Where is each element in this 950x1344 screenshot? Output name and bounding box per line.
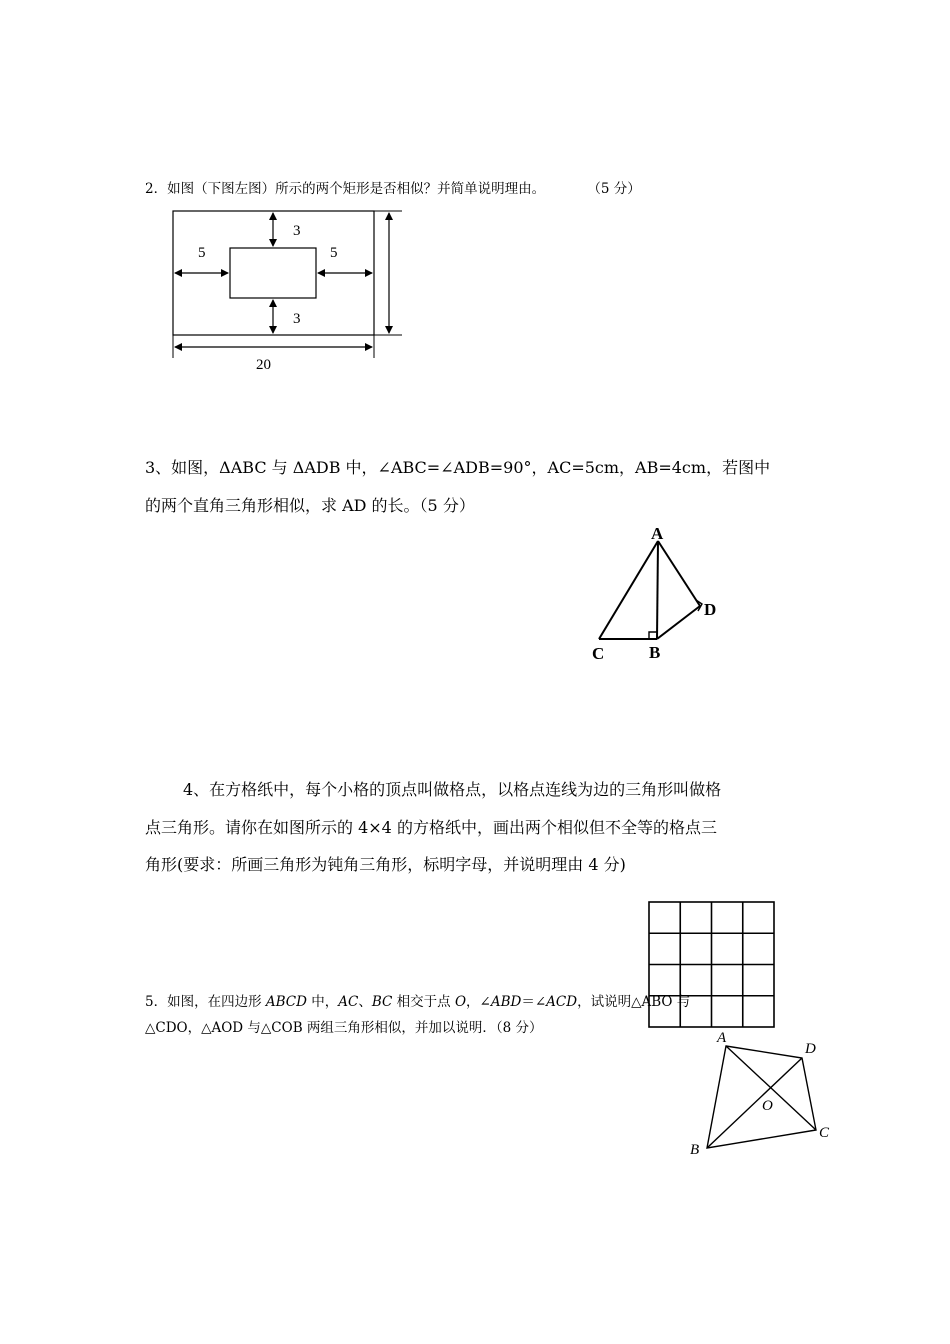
q2-text [145,177,641,197]
q4-line1: 4、在方格纸中，每个小格的顶点叫做格点，以格点连线为边的三角形叫做格 [183,780,722,799]
q3-triangle-figure [585,520,725,670]
label-bottom-gap: 3 [293,311,301,327]
q5-quadrilateral-figure [680,1020,840,1165]
vertex-d-label: D [704,600,717,619]
vertex-b-label: B [649,643,661,662]
vertex-b-label: B [690,1142,700,1158]
q4-grid-figure [645,898,779,1032]
q2-question: 2．如图（下图左图）所示的两个矩形是否相似？并简单说明理由。 [145,181,546,197]
vertex-a-label: A [651,524,664,543]
q2-rectangles-figure [160,200,420,380]
vertex-c-label: C [592,644,605,663]
vertex-a-label: A [717,1030,727,1046]
label-right-gap: 5 [330,245,338,261]
q2-score: （5 分） [587,181,641,197]
q3-line2: 的两个直角三角形相似，求 AD 的长。（5 分） [145,496,475,515]
label-top-gap: 3 [293,223,301,239]
label-width: 20 [256,357,271,373]
label-left-gap: 5 [198,245,206,261]
q3-line1: 3、如图，ΔABC 与 ΔADB 中，∠ABC=∠ADB=90°，AC=5cm，AB=4cm，若图中 [145,458,771,477]
vertex-d-label: D [805,1041,816,1057]
inner-rectangle [230,248,316,298]
vertex-c-label: C [819,1125,830,1141]
q5-line2: △CDO，△AOD 与△COB 两组三角形相似，并加以说明．（8 分） [145,1020,543,1036]
q5-line1: 5．如图，在四边形 ABCD 中，AC、BC 相交于点 O，∠ABD＝∠ACD，试说明△ABO 与 [145,994,691,1010]
q4-line3: 角形(要求：所画三角形为钝角三角形，标明字母，并说明理由 4 分) [145,855,626,874]
intersection-o-label: O [762,1098,773,1114]
q4-line2: 点三角形。请你在如图所示的 4×4 的方格纸中，画出两个相似但不全等的格点三 [145,818,717,837]
